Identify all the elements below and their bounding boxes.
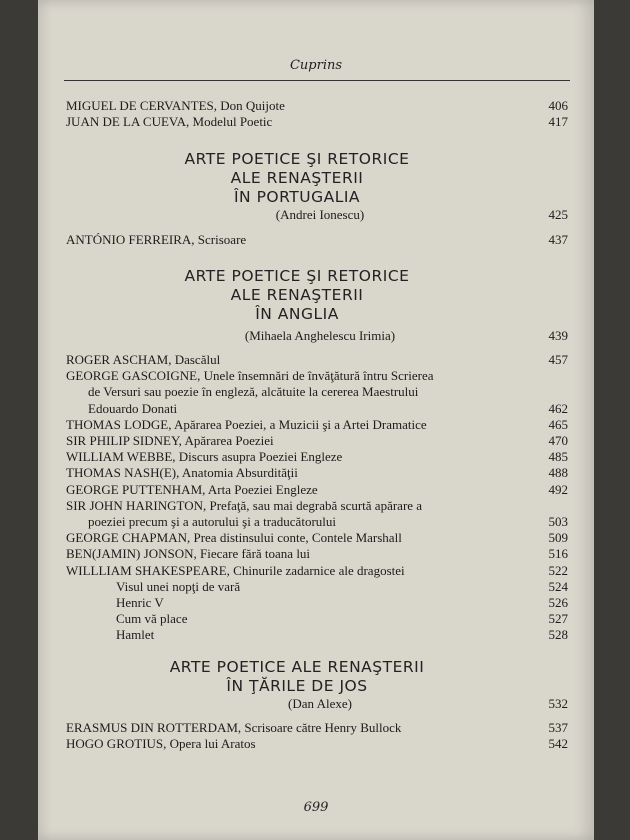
toc-entry: WILLLIAM SHAKESPEARE, Chinurile zadarnice ale dragostei 522: [66, 562, 568, 578]
section-author-row: (Dan Alexe) 532: [288, 695, 568, 711]
toc-entry: ERASMUS DIN ROTTERDAM, Scrisoare către Henry Bullock 537: [66, 719, 568, 735]
toc-entry-multiline: GEORGE GASCOIGNE, Unele însemnări de învăţătură întru Scrierea de Versuri sau poezie în engleză, alcătuite la cererea Maestrului Edouardo Donati 462: [66, 368, 568, 416]
section-heading-portugalia: ARTE POETICE ŞI RETORICE ALE RENAŞTERII ÎN PORTUGALIA: [184, 150, 410, 207]
toc-entry: SIR PHILIP SIDNEY, Apărarea Poeziei 470: [66, 433, 568, 449]
toc-entry: ROGER ASCHAM, Dascălul 457: [66, 352, 568, 368]
page-header: Cuprins: [289, 58, 343, 73]
toc-entry-multiline: SIR JOHN HARINGTON, Prefaţă, sau mai degrabă scurtă apărare a poeziei precum şi a autorului şi a traducătorului 503: [66, 497, 568, 530]
header-rule: [64, 80, 570, 81]
toc-entry: GEORGE CHAPMAN, Prea distinsului conte, Contele Marshall 509: [66, 530, 568, 546]
toc-entry: Cum vă place 527: [116, 611, 568, 627]
toc-entry: ANTÓNIO FERREIRA, Scrisoare 437: [66, 231, 568, 247]
toc-entry: Hamlet 528: [116, 627, 568, 643]
toc-entry: Henric V 526: [116, 595, 568, 611]
toc-entry: Visul unei nopţi de vară 524: [116, 578, 568, 594]
toc-entry: HOGO GROTIUS, Opera lui Aratos 542: [66, 736, 568, 752]
toc-entry: GEORGE PUTTENHAM, Arta Poeziei Engleze 492: [66, 481, 568, 497]
toc-entry: MIGUEL DE CERVANTES, Don Quijote 406: [66, 98, 568, 113]
page-number: 699: [303, 800, 329, 815]
toc-entry: JUAN DE LA CUEVA, Modelul Poetic 417: [66, 114, 568, 130]
section-heading-tarile-de-jos: ARTE POETICE ALE RENAŞTERII ÎN ŢĂRILE DE JOS: [169, 657, 425, 695]
toc-entry: THOMAS NASH(E), Anatomia Absurdităţii 488: [66, 465, 568, 481]
section-heading-anglia: ARTE POETICE ŞI RETORICE ALE RENAŞTERII ÎN ANGLIA: [184, 266, 410, 323]
book-page: [38, 0, 594, 840]
toc-entry: THOMAS LODGE, Apărarea Poeziei, a Muzicii şi a Artei Dramatice 465: [66, 416, 568, 432]
toc-entry: BEN(JAMIN) JONSON, Fiecare fără toana lui 516: [66, 546, 568, 562]
toc-entry: WILLIAM WEBBE, Discurs asupra Poeziei Engleze 485: [66, 449, 568, 465]
table-of-contents: [66, 98, 568, 752]
section-author-row: (Andrei Ionescu) 425: [275, 207, 568, 223]
section-author-row: (Mihaela Anghelescu Irimia) 439: [244, 327, 568, 343]
